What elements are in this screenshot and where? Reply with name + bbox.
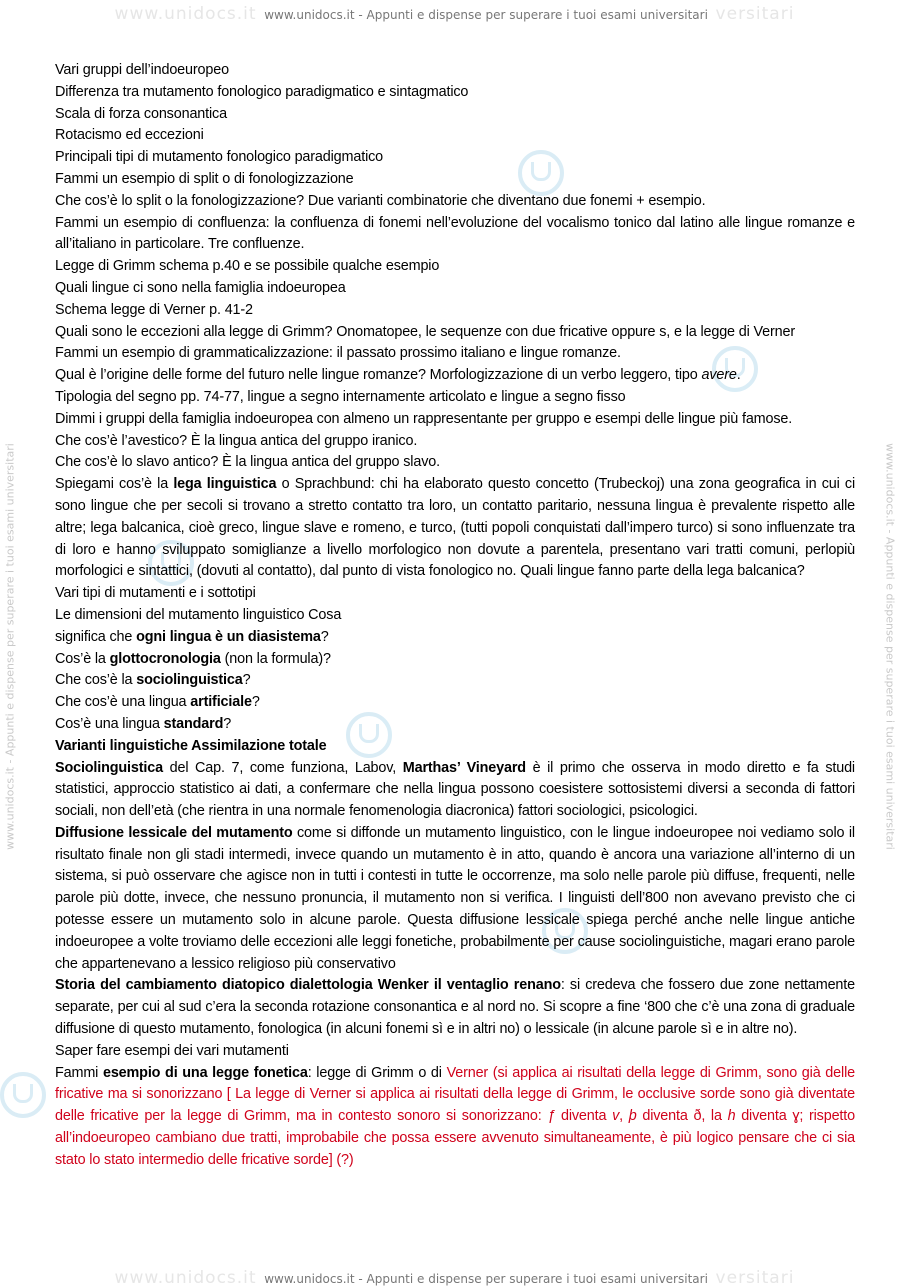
legge-bold: esempio di una legge fonetica <box>102 1064 308 1081</box>
text-line <box>55 736 855 758</box>
diasistema-post: ? <box>320 628 329 645</box>
text-line <box>55 649 855 671</box>
text-line: Che cos’è lo split o la fonologizzazione? Due varianti combinatorie che diventano due fonemi + esempio. <box>55 192 706 209</box>
lega-pre: Spiegami cos’è la <box>55 476 174 493</box>
legge-f: ƒ <box>547 1108 556 1125</box>
diffusione-post: come si diffonde un mutamento linguistico, con le lingue indoeuropee noi vediamo solo il risultato finale non gli stadi intermedi, invece quando un mutamento è in atto, quando è ancora una variazione all’interno di un sistema, si può osservare che agisce non in tutti i contesti in tutte le occorrenze, ma solo nelle parole più diffuse, frequenti, nelle parole più dotte, invece, che nessuno pronuncia, il mutamento non si verifica. I linguisti dell’800 non avevano previsto che ci potesse essere un mutamento solo in alcune parole. Questa diffusione lessicale spiega perché anche nelle lingue antiche indoeuropee a volte troviamo delle eccezioni alle leggi fonetiche, probabilmente per cause sociolinguistiche, magari erano parole che appartenevano a lessico religioso più conservativo <box>55 824 855 972</box>
legge-red3: , <box>619 1108 629 1125</box>
artificiale-pre: Che cos’è una lingua <box>55 694 191 711</box>
socio-post: ? <box>242 672 251 689</box>
text-line <box>55 670 855 692</box>
ghost-watermark-left: www.unidocs.it <box>114 4 257 24</box>
text-line <box>55 627 855 649</box>
socio-para-post: è il primo che osserva in modo diretto e fa studi statistici, approccio statistico ai dati, a confermare che nella lingua possono coesistere sottosistemi diversi a seconda di fattori sociali, non dell’età (che rientra in una normale fenomenologia diacronica) fattori sociologici, psicologici. <box>55 759 855 820</box>
glotto-post: (non la formula)? <box>220 650 331 667</box>
storia-paragraph <box>55 975 855 1040</box>
text-line: Principali tipi di mutamento fonologico paradigmatico <box>55 149 384 166</box>
storia-post: : si credeva che fossero due zone nettamente separate, per cui al sud c’era la seconda rotazione consonantica e al nord no. Si scopre a fine ‘800 che c’è una zona di graduale diffusione di questo mutamento, fonologica (in alcuni fonemi sì e in altri no) o lessicale (in alcune parole sì e in altre no). <box>55 977 855 1038</box>
varianti-heading: Varianti linguistiche Assimilazione totale <box>55 737 327 754</box>
lega-bold: lega linguistica <box>173 476 277 493</box>
legge-red5: diventa ɣ; rispetto all’indoeuropeo cambiano due tratti, improbabile che possa essere avvenuto simultaneamente, è più logico pensare che ci sia stato lo stato intermedio delle fricative sorde] (?) <box>55 1108 855 1168</box>
socio-pre: Che cos’è la <box>55 672 137 689</box>
text-line: Che cos’è lo slavo antico? È la lingua antica del gruppo slavo. <box>55 454 440 471</box>
lega-post: o Sprachbund: chi ha elaborato questo concetto (Trubeckoj) una zona geografica in cui ci sono lingue che per secoli si trovano a stretto contatto tra loro, un contatto paritario, nessuna lingua è prevalente rispetto alle altre; lega balcanica, cioè greco, lingue slave e romeno, e turco, (tutti popoli conquistati dall’impero turco) si sono influenzate tra di loro e hanno sviluppato somiglianze a livello morfologico non dovute a parentela, presentano vari tratti comuni, perlopiù morfologici e sintattici, (dovuti al contatto), dal punto di vista fonologico no. Quali lingue fanno parte della lega balcanica? <box>55 476 855 580</box>
legge-pre: Fammi <box>55 1064 103 1081</box>
text-line: Legge di Grimm schema p.40 e se possibile qualche esempio <box>55 258 440 275</box>
ghost-watermark-right: versitari <box>715 1268 795 1288</box>
storia-bold: Storia del cambiamento diatopico dialettologia Wenker il ventaglio renano <box>55 977 561 994</box>
legge-red1: Verner (si applica ai risultati della legge di Grimm, sono già delle fricative ma si sonorizzano [ La legge di Verner si applica ai risultati della legge di Grimm, le occlusive sorde sono già diventate delle fricative per la legge di Grimm, ma in contesto sonoro si sonorizzano: <box>55 1064 855 1125</box>
legge-fonetica-paragraph <box>55 1063 855 1172</box>
footer-banner <box>0 1268 909 1288</box>
socio-bold: sociolinguistica <box>136 672 243 689</box>
text-paragraph: Fammi un esempio di confluenza: la confluenza di fonemi nell’evoluzione del vocalismo tonico dal latino alle lingue romanze e all’italiano in particolare. Tre confluenze. <box>55 214 855 253</box>
unidocs-logo-icon <box>0 1072 46 1118</box>
text-line: Vari tipi di mutamenti e i sottotipi <box>55 585 256 602</box>
legge-red2: diventa <box>555 1108 613 1125</box>
text-line <box>55 365 855 387</box>
text-line <box>55 714 855 736</box>
lega-paragraph <box>55 474 855 583</box>
ghost-watermark-right: versitari <box>715 4 795 24</box>
text-line: Che cos’è l’avestico? È la lingua antica del gruppo iranico. <box>55 432 418 449</box>
futuro-italic: avere <box>701 367 737 384</box>
standard-post: ? <box>223 715 232 732</box>
legge-thorn: þ <box>628 1108 637 1125</box>
socio-para-bold1: Sociolinguistica <box>55 759 163 776</box>
text-line: Fammi un esempio di grammaticalizzazione: il passato prossimo italiano e lingue romanze. <box>55 345 621 362</box>
footer-banner-text: www.unidocs.it - Appunti e dispense per superare i tuoi esami universitari <box>264 1272 708 1286</box>
text-line: Rotacismo ed eccezioni <box>55 127 204 144</box>
legge-red4: diventa ð, la <box>636 1108 728 1125</box>
text-line: Differenza tra mutamento fonologico paradigmatico e sintagmatico <box>55 83 469 100</box>
text-line: Scala di forza consonantica <box>55 105 227 122</box>
text-line: Fammi un esempio di split o di fonologizzazione <box>55 170 354 187</box>
side-watermark-right: www.unidocs.it - Appunti e dispense per superare i tuoi esami universitari <box>883 443 897 850</box>
legge-mid: : legge di Grimm o di <box>307 1064 447 1081</box>
header-banner <box>0 4 909 24</box>
text-line: Quali lingue ci sono nella famiglia indoeuropea <box>55 279 346 296</box>
legge-v: v <box>612 1108 620 1125</box>
text-line: Saper fare esempi dei vari mutamenti <box>55 1042 289 1059</box>
diffusione-bold: Diffusione lessicale del mutamento <box>55 824 293 841</box>
text-line: Dimmi i gruppi della famiglia indoeuropea con almeno un rappresentante per gruppo e esempi delle lingue più famose. <box>55 410 793 427</box>
diasistema-pre: significa che <box>55 628 137 645</box>
text-line: Le dimensioni del mutamento linguistico Cosa <box>55 606 342 623</box>
socio-para-mid: del Cap. 7, come funziona, Labov, <box>162 759 403 776</box>
legge-h: h <box>727 1108 736 1125</box>
diasistema-bold: ogni lingua è un diasistema <box>136 628 321 645</box>
glotto-pre: Cos’è la <box>55 650 110 667</box>
text-line: Vari gruppi dell’indoeuropeo <box>55 62 229 78</box>
artificiale-post: ? <box>251 694 260 711</box>
text-line: Schema legge di Verner p. 41-2 <box>55 301 253 318</box>
diffusione-paragraph <box>55 823 855 976</box>
standard-pre: Cos’è una lingua <box>55 715 164 732</box>
artificiale-bold: artificiale <box>190 694 252 711</box>
socio-para-bold2: Marthas’ Vineyard <box>402 759 526 776</box>
sociolinguistica-paragraph <box>55 758 855 823</box>
standard-bold: standard <box>163 715 224 732</box>
side-watermark-left: www.unidocs.it - Appunti e dispense per superare i tuoi esami universitari <box>3 443 17 850</box>
glotto-bold: glottocronologia <box>109 650 221 667</box>
ghost-watermark-left: www.unidocs.it <box>114 1268 257 1288</box>
text-line: Quali sono le eccezioni alla legge di Grimm? Onomatopee, le sequenze con due fricative oppure s, e la legge di Verner <box>55 323 796 340</box>
document-body <box>55 60 855 1172</box>
text-line <box>55 692 855 714</box>
header-banner-text: www.unidocs.it - Appunti e dispense per superare i tuoi esami universitari <box>264 8 708 22</box>
futuro-text: Qual è l’origine delle forme del futuro nelle lingue romanze? Morfologizzazione di un verbo leggero, tipo <box>55 367 702 384</box>
futuro-end: . <box>736 367 741 384</box>
text-line: Tipologia del segno pp. 74-77, lingue a segno internamente articolato e lingue a segno fisso <box>55 388 626 405</box>
